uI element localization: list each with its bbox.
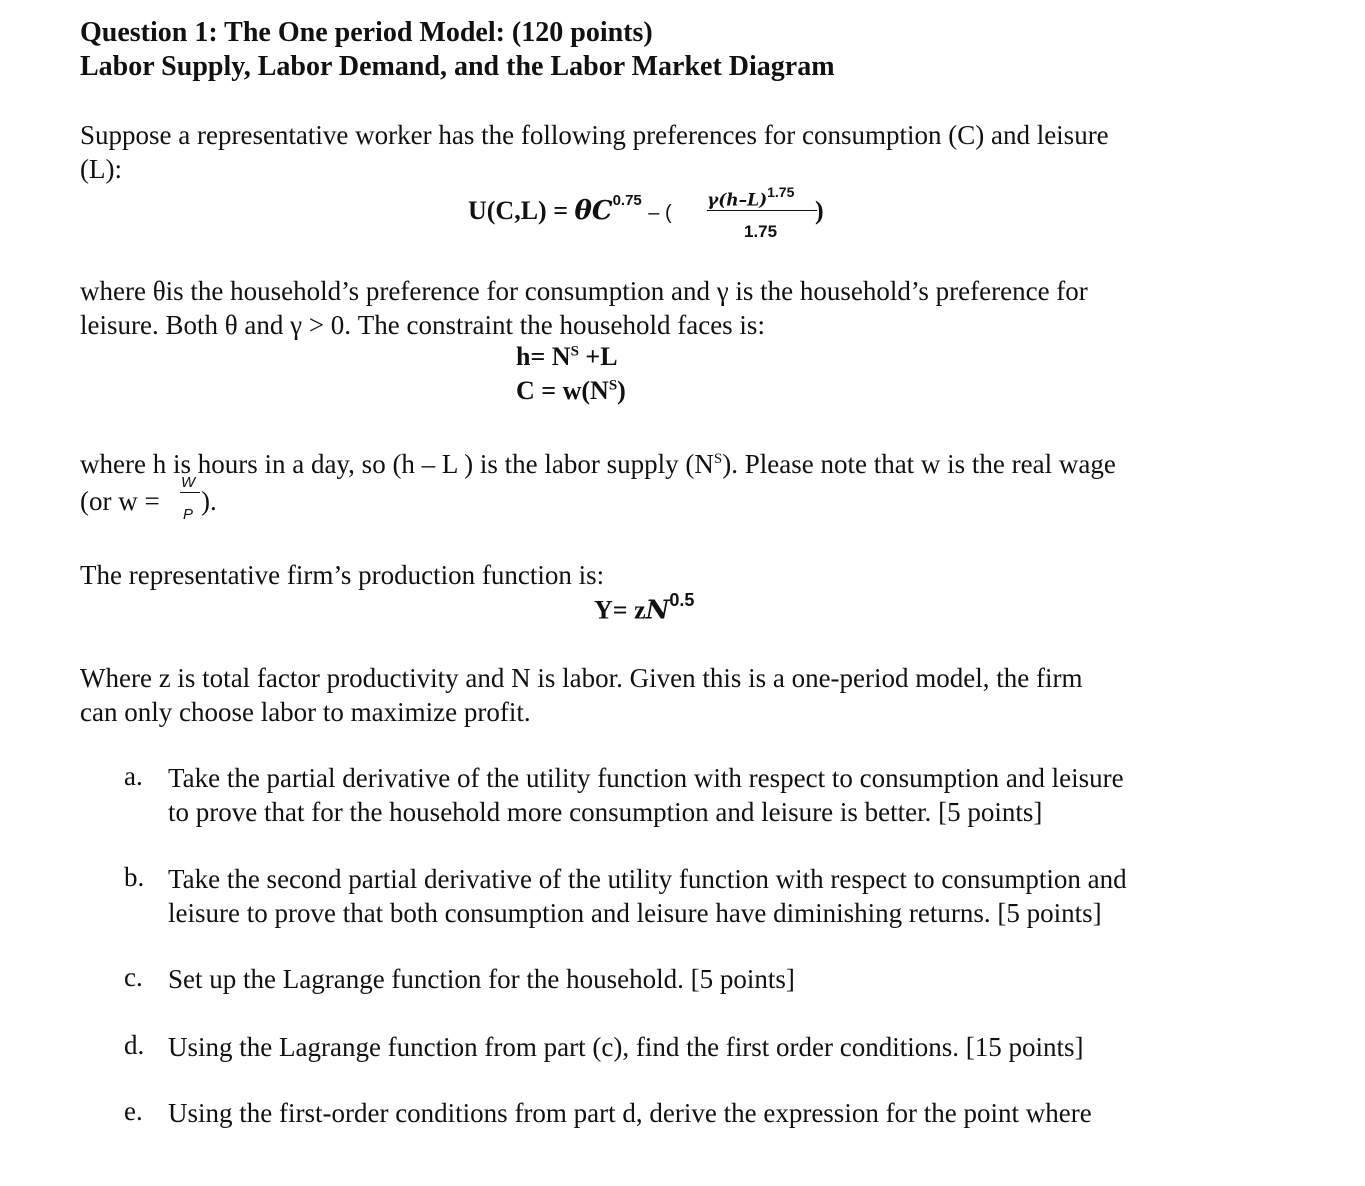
part-d-label: d. bbox=[124, 1030, 145, 1060]
production-function bbox=[594, 590, 695, 626]
part-b-line-1: Take the second partial derivative of the utility function with respect to consumption and bbox=[168, 864, 1127, 894]
utility-equation bbox=[468, 192, 672, 226]
part-a-label: a. bbox=[124, 761, 143, 791]
part-c-line-1: Set up the Lagrange function for the household. [5 points] bbox=[168, 964, 795, 994]
intro-line-2: (L): bbox=[80, 154, 122, 184]
part-e-label: e. bbox=[124, 1096, 143, 1126]
constraint-budget-prefix: C = w(N bbox=[516, 376, 609, 405]
production-exponent: 0.5 bbox=[669, 590, 695, 610]
where-z-line-2: can only choose labor to maximize profit. bbox=[80, 697, 531, 727]
where-h-line-1 bbox=[80, 442, 1116, 481]
production-n: N bbox=[645, 595, 670, 626]
intro-line-1: Suppose a representative worker has the following preferences for consumption (C) and leisure bbox=[80, 120, 1109, 150]
wage-fraction-bar bbox=[180, 492, 200, 493]
part-e-line-1: Using the first-order conditions from part d, derive the expression for the point where bbox=[168, 1098, 1092, 1128]
where-z-line-1: Where z is total factor productivity and N is labor. Given this is a one-period model, the firm bbox=[80, 663, 1083, 693]
constraint-budget-suffix: ) bbox=[617, 376, 626, 405]
constraint-time-prefix: h= N bbox=[516, 342, 571, 371]
where-h-prefix: where h is hours in a day, so (h – L ) is the labor supply (N bbox=[80, 449, 714, 479]
constraint-time-sup: S bbox=[570, 343, 579, 360]
part-d-line-1: Using the Lagrange function from part (c), find the first order conditions. [15 points] bbox=[168, 1032, 1084, 1062]
part-a-line-2: to prove that for the household more consumption and leisure is better. [5 points] bbox=[168, 797, 1043, 827]
wage-fraction-denominator: P bbox=[183, 506, 194, 523]
utility-lhs: U(C,L) = bbox=[468, 196, 575, 225]
where-h-line2-suffix: ). bbox=[201, 486, 217, 516]
utility-numerator-exponent: 1.75 bbox=[767, 184, 795, 200]
part-a-line-1: Take the partial derivative of the utility function with respect to consumption and leisure bbox=[168, 763, 1124, 793]
utility-c-exponent: 0.75 bbox=[612, 192, 642, 210]
constraint-time-suffix: +L bbox=[578, 342, 618, 371]
where-theta-line-2: leisure. Both θ and γ > 0. The constraint the household faces is: bbox=[80, 310, 765, 340]
constraint-budget bbox=[516, 376, 626, 406]
utility-numerator bbox=[707, 186, 794, 211]
where-h-suffix: ). Please note that w is the real wage bbox=[722, 449, 1116, 479]
utility-c: C bbox=[591, 196, 613, 226]
where-h-sup: S bbox=[713, 451, 723, 467]
part-c-label: c. bbox=[124, 962, 143, 992]
where-theta-line-1: where θis the household’s preference for consumption and γ is the household’s preference for bbox=[80, 276, 1088, 306]
production-prefix: Y= z bbox=[594, 595, 646, 625]
utility-numerator-text: γ(h–L) bbox=[707, 190, 768, 211]
constraint-time bbox=[516, 342, 618, 372]
question-subtitle: Labor Supply, Labor Demand, and the Labor Market Diagram bbox=[80, 51, 835, 82]
wage-fraction-numerator: W bbox=[181, 474, 196, 491]
utility-fraction-bar bbox=[707, 210, 817, 211]
utility-close-paren: ) bbox=[815, 196, 824, 225]
part-b-line-2: leisure to prove that both consumption and leisure have diminishing returns. [5 points] bbox=[168, 898, 1102, 928]
question-title: Question 1: The One period Model: (120 points) bbox=[80, 17, 653, 48]
utility-theta: θ bbox=[574, 196, 592, 226]
where-h-line-2 bbox=[80, 484, 160, 518]
utility-minus: – ( bbox=[648, 202, 672, 224]
firm-intro: The representative firm’s production function is: bbox=[80, 560, 605, 590]
constraint-budget-sup: S bbox=[608, 377, 618, 394]
where-h-line2-prefix: (or w = bbox=[80, 486, 160, 516]
utility-denominator: 1.75 bbox=[744, 222, 778, 241]
part-b-label: b. bbox=[124, 862, 145, 892]
